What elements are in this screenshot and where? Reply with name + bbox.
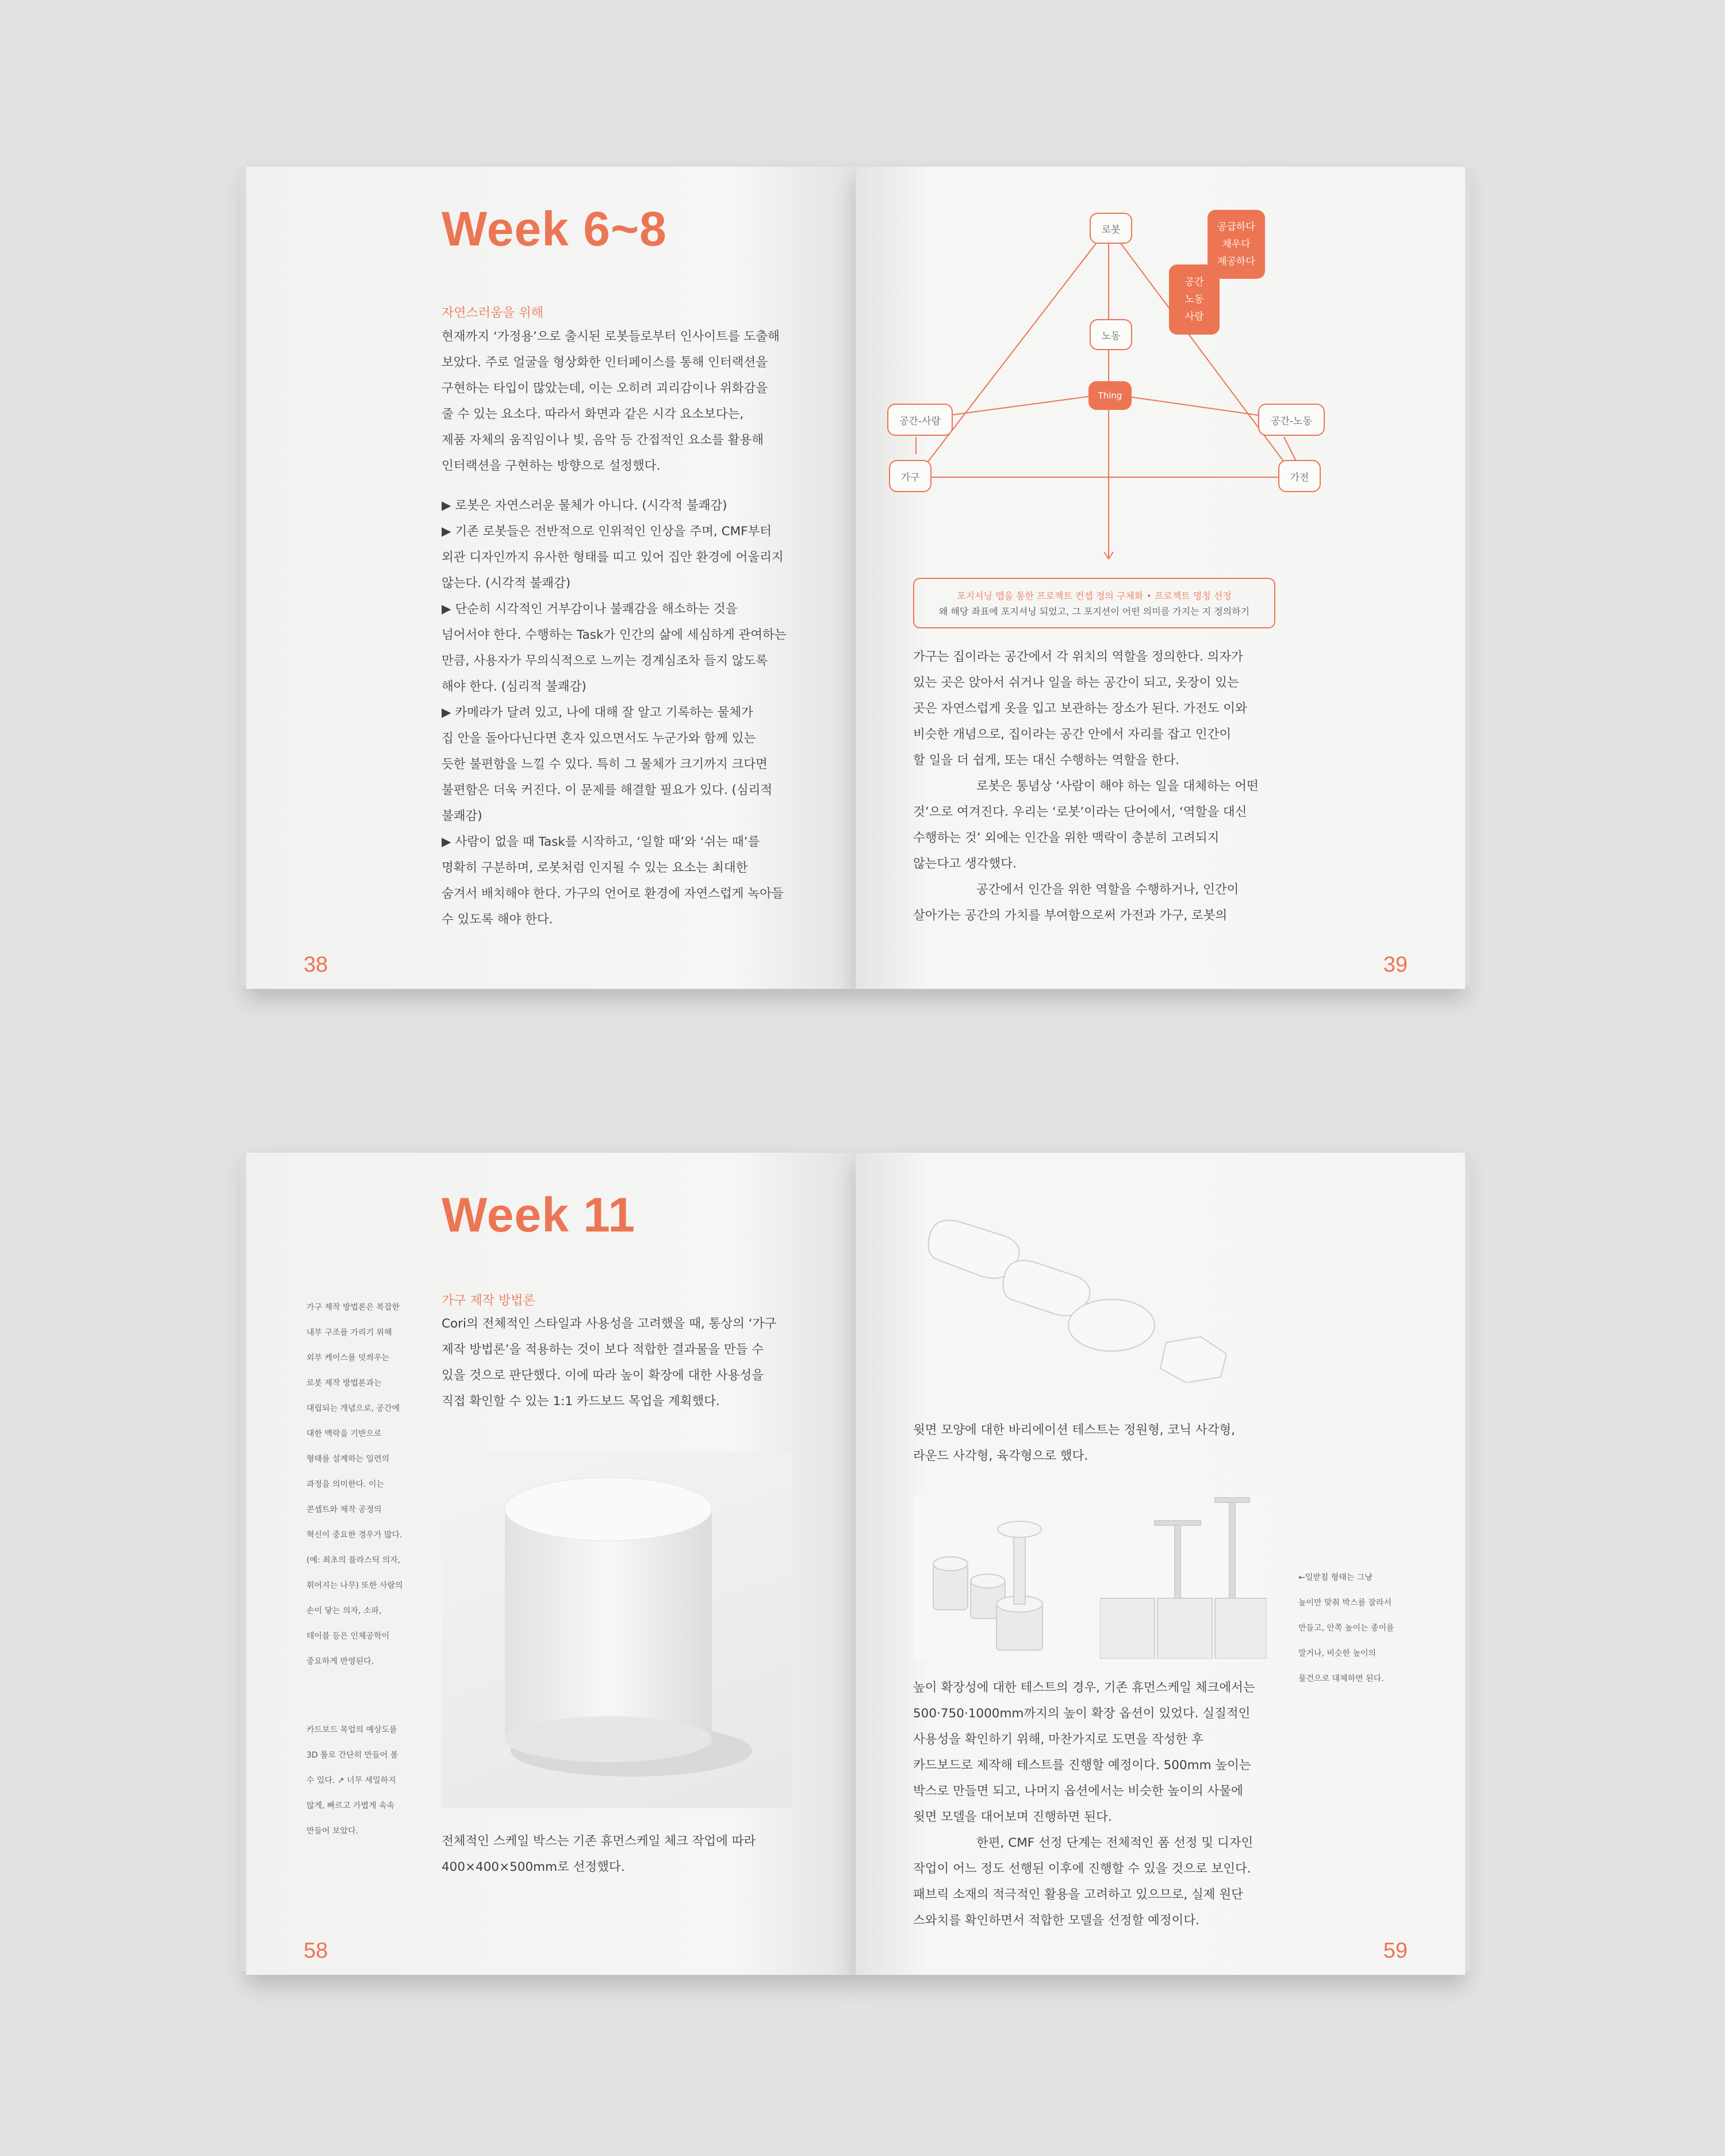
side-note-line: 않게, 빠르고 가볍게 속속 (306, 1801, 395, 1810)
text-line: 박스로 만들면 되고, 나머지 옵션에서는 비슷한 높이의 사물에 (913, 1784, 1243, 1798)
page-title: Week 11 (442, 1188, 636, 1242)
side-note-line: 테이블 등은 인체공학이 (306, 1632, 390, 1641)
text-line: 윗면 모양에 대한 바리에이션 테스트는 정원형, 코닉 사각형, (913, 1423, 1235, 1437)
insight-line: ▶ 카메라가 달려 있고, 나에 대해 잘 알고 기록하는 물체가 (442, 705, 753, 720)
node-space-person: 공간-사람 (887, 404, 953, 436)
side-note-support (1298, 1561, 1413, 1695)
node-robot: 로봇 (1090, 213, 1132, 244)
side-note-line: 물건으로 대체하면 된다. (1298, 1674, 1384, 1683)
side-note-line: 콘셉트와 제작 공정의 (306, 1505, 382, 1514)
shape-variation-text (913, 1417, 1293, 1469)
page-59 (856, 1153, 1465, 1975)
text-line: 공간에서 인간을 위한 역할을 수행하거나, 인간이 (976, 883, 1239, 897)
insight-line: 수 있도록 해야 한다. (442, 912, 553, 927)
side-note-line: ←일받침 형태는 그냥 (1298, 1573, 1373, 1582)
positioning-map-lines (856, 167, 1465, 581)
text-line: 구현하는 타입이 많았는데, 이는 오히려 괴리감이나 위화감을 (442, 381, 768, 396)
text-line: 라운드 사각형, 육각형으로 했다. (913, 1449, 1088, 1463)
side-note-line: 혁신이 중요한 경우가 많다. (306, 1530, 402, 1540)
node-word: 채우다 (1222, 239, 1251, 250)
text-line: 제작 방법론’을 적용하는 것이 보다 적합한 결과물을 만들 수 (442, 1342, 764, 1357)
side-note-line: 내부 구조를 가리기 위해 (306, 1328, 392, 1337)
text-line: 않는다고 생각했다. (913, 857, 1017, 871)
text-line: 곳은 자연스럽게 옷을 입고 보관하는 장소가 된다. 가전도 이와 (913, 701, 1247, 716)
text-line: 패브릭 소재의 적극적인 활용을 고려하고 있으므로, 실제 원단 (913, 1888, 1243, 1902)
insight-line: 않는다. (시각적 불쾌감) (442, 576, 571, 590)
insight-line: ▶ 기존 로봇들은 전반적으로 인위적인 인상을 주며, CMF부터 (442, 524, 772, 539)
caption-title: 포지셔닝 맵을 통한 프로젝트 컨셉 정의 구체화 • 프로젝트 명칭 선정 (957, 590, 1232, 601)
cylinder-illustration (442, 1452, 792, 1808)
text-line: 수행하는 것’ 외에는 인간을 위한 맥락이 충분히 고려되지 (913, 831, 1220, 845)
text-line: 제품 자체의 움직임이나 빛, 음악 등 간접적인 요소를 활용해 (442, 433, 764, 447)
side-note-methodology (306, 1291, 419, 1678)
text-line: 줄 수 있는 요소다. 따라서 화면과 같은 시각 요소보다는, (442, 407, 744, 421)
top-shape-variations-render (925, 1210, 1247, 1383)
node-furniture: 가구 (889, 460, 931, 492)
text-line: 윗면 모델을 대어보며 진행하면 된다. (913, 1810, 1112, 1824)
side-note-line: 과정을 의미한다. 이는 (306, 1480, 385, 1489)
node-elements (1169, 264, 1220, 335)
node-word: 공간 (1184, 277, 1204, 288)
node-space-labor: 공간-노동 (1258, 404, 1325, 436)
page-39 (856, 167, 1465, 989)
mockup-caption (442, 1828, 815, 1880)
spread-week-6-8 (246, 167, 1480, 989)
page-title: Week 6~8 (442, 202, 667, 256)
side-note-line: 형태를 설계하는 일련의 (306, 1455, 390, 1464)
spread-week-11 (246, 1153, 1480, 1975)
caption-line: 전체적인 스케일 박스는 기존 휴먼스케일 체크 작업에 따라 (442, 1834, 756, 1848)
node-labor: 노동 (1090, 319, 1132, 350)
page-38 (246, 167, 856, 989)
side-note-line: 손이 닿는 의자, 소파, (306, 1606, 382, 1616)
side-note-line: 중요하게 반영된다. (306, 1657, 374, 1666)
node-word: 사람 (1184, 311, 1204, 323)
text-line: 살아가는 공간의 가치를 부여함으로써 가전과 가구, 로봇의 (913, 908, 1228, 923)
insight-line: 넘어서야 한다. 수행하는 Task가 인간의 삶에 세심하게 관여하는 (442, 628, 787, 642)
text-line: 인터랙션을 구현하는 방향으로 설정했다. (442, 459, 661, 473)
insight-points (442, 493, 821, 933)
insight-line: 명확히 구분하며, 로봇처럼 인지될 수 있는 요소는 최대한 (442, 861, 748, 875)
intro-paragraph (442, 324, 810, 479)
side-note-line: 높이만 맞춰 박스를 잘라서 (1298, 1598, 1392, 1608)
insight-line: 외관 디자인까지 유사한 형태를 띠고 있어 집안 환경에 어울리지 (442, 550, 784, 565)
page-number: 58 (304, 1939, 328, 1963)
text-line: 보았다. 주로 얼굴을 형상화한 인터페이스를 통해 인터랙션을 (442, 355, 768, 370)
side-note-mockup (306, 1713, 419, 1848)
body-text (442, 1311, 815, 1414)
insight-line: 숨겨서 배치해야 한다. 가구의 언어로 환경에 자연스럽게 녹아들 (442, 887, 784, 901)
node-word: 노동 (1184, 294, 1204, 305)
insight-line: 불쾌감) (442, 809, 482, 823)
node-appliance: 가전 (1278, 460, 1321, 492)
insight-line: 듯한 불편함을 느낄 수 있다. 특히 그 물체가 크기까지 크다면 (442, 757, 768, 772)
page-number: 59 (1383, 1939, 1408, 1963)
text-line: 한편, CMF 선정 단계는 전체적인 폼 선정 및 디자인 (976, 1836, 1254, 1850)
insight-line: 만큼, 사용자가 무의식적으로 느끼는 경계심조차 들지 않도록 (442, 654, 768, 668)
side-note-line: 휘어지는 나무) 또한 사람의 (306, 1581, 403, 1590)
side-note-line: 3D 툴로 간단히 만들어 볼 (306, 1751, 398, 1760)
insight-line: ▶ 단순히 시각적인 거부감이나 불쾌감을 해소하는 것을 (442, 602, 738, 616)
mockup-photo-boxes (1100, 1495, 1267, 1659)
side-note-line: 만들고, 안쪽 높이는 종이를 (1298, 1624, 1394, 1633)
text-line: 현재까지 ‘가정용’으로 출시된 로봇들로부터 인사이트를 도출해 (442, 329, 780, 344)
text-line: 작업이 어느 정도 선행된 이후에 진행할 수 있을 것으로 보인다. (913, 1862, 1251, 1876)
side-note-line: 로봇 제작 방법론과는 (306, 1379, 382, 1388)
side-note-line: 수 있다. ↗ 너무 세밀하지 (306, 1776, 396, 1785)
diagram-caption (913, 578, 1275, 628)
side-note-line: 대립되는 개념으로, 공간에 (306, 1404, 400, 1413)
insight-line: 집 안을 돌아다닌다면 혼자 있으면서도 누군가와 함께 있는 (442, 731, 756, 746)
text-line: 비슷한 개념으로, 집이라는 공간 안에서 자리를 잡고 인간이 (913, 727, 1232, 742)
text-line: 있을 것으로 판단했다. 이에 따라 높이 확장에 대한 사용성을 (442, 1368, 764, 1383)
caption-line: 400×400×500mm로 선정했다. (442, 1860, 625, 1874)
mockup-photo-stools (913, 1495, 1091, 1659)
text-line: 직접 확인할 수 있는 1:1 카드보드 목업을 계획했다. (442, 1394, 720, 1409)
page-number: 39 (1383, 953, 1408, 977)
insight-line: 해야 한다. (심리적 불쾌감) (442, 680, 586, 694)
text-line: 할 일을 더 쉽게, 또는 대신 수행하는 역할을 한다. (913, 753, 1179, 768)
insight-line: ▶ 사람이 없을 때 Task를 시작하고, ‘일할 때’와 ‘쉬는 때’를 (442, 835, 760, 849)
side-note-line: 외부 케이스를 덧씌우는 (306, 1353, 390, 1363)
body-text (913, 644, 1293, 929)
text-line: 높이 확장성에 대한 테스트의 경우, 기존 휴먼스케일 체크에서는 (913, 1681, 1255, 1695)
side-note-line: 대한 맥락을 기반으로 (306, 1429, 382, 1438)
side-note-line: 말거나, 비슷한 높이의 (1298, 1649, 1377, 1658)
text-line: 500·750·1000mm까지의 높이 확장 옵션이 있었다. 실질적인 (913, 1706, 1251, 1721)
side-note-line: 만들어 보았다. (306, 1827, 359, 1836)
section-label: 가구 제작 방법론 (442, 1294, 535, 1308)
text-line: 것’으로 여겨진다. 우리는 ‘로봇’이라는 단어에서, ‘역할을 대신 (913, 805, 1247, 819)
side-note-line: 카드보드 목업의 예상도를 (306, 1725, 397, 1735)
text-line: 카드보드로 제작해 테스트를 진행할 예정이다. 500mm 높이는 (913, 1758, 1251, 1773)
text-line: 스와치를 확인하면서 적합한 모델을 선정할 예정이다. (913, 1913, 1199, 1928)
text-line: Cori의 전체적인 스타일과 사용성을 고려했을 때, 통상의 ‘가구 (442, 1317, 777, 1331)
node-thing: Thing (1088, 381, 1132, 410)
text-line: 사용성을 확인하기 위해, 마찬가지로 도면을 작성한 후 (913, 1732, 1203, 1747)
insight-line: ▶ 로봇은 자연스러운 물체가 아니다. (시각적 불쾌감) (442, 498, 727, 513)
caption-subtitle: 왜 해당 좌표에 포지셔닝 되었고, 그 포지션이 어떤 의미를 가지는 지 정의하기 (938, 606, 1250, 617)
side-note-line: (예: 최초의 플라스틱 의자, (306, 1556, 401, 1565)
cylinder-mockup-render (442, 1452, 792, 1808)
page-58 (246, 1153, 856, 1975)
insight-line: 불편함은 더욱 커진다. 이 문제를 해결할 필요가 있다. (심리적 (442, 783, 773, 797)
side-note-line: 가구 제작 방법론은 복잡한 (306, 1303, 400, 1312)
text-line: 가구는 집이라는 공간에서 각 위치의 역할을 정의한다. 의자가 (913, 650, 1243, 664)
page-number: 38 (304, 953, 328, 977)
text-line: 있는 곳은 앉아서 쉬거나 일을 하는 공간이 되고, 옷장이 있는 (913, 676, 1239, 690)
node-word: 제공하다 (1217, 256, 1255, 267)
text-line: 로봇은 통념상 ‘사람이 해야 하는 일을 대체하는 어떤 (976, 779, 1259, 793)
height-test-text (913, 1675, 1298, 1934)
section-label: 자연스러움을 위해 (442, 306, 544, 320)
node-word: 공급하다 (1217, 221, 1255, 233)
